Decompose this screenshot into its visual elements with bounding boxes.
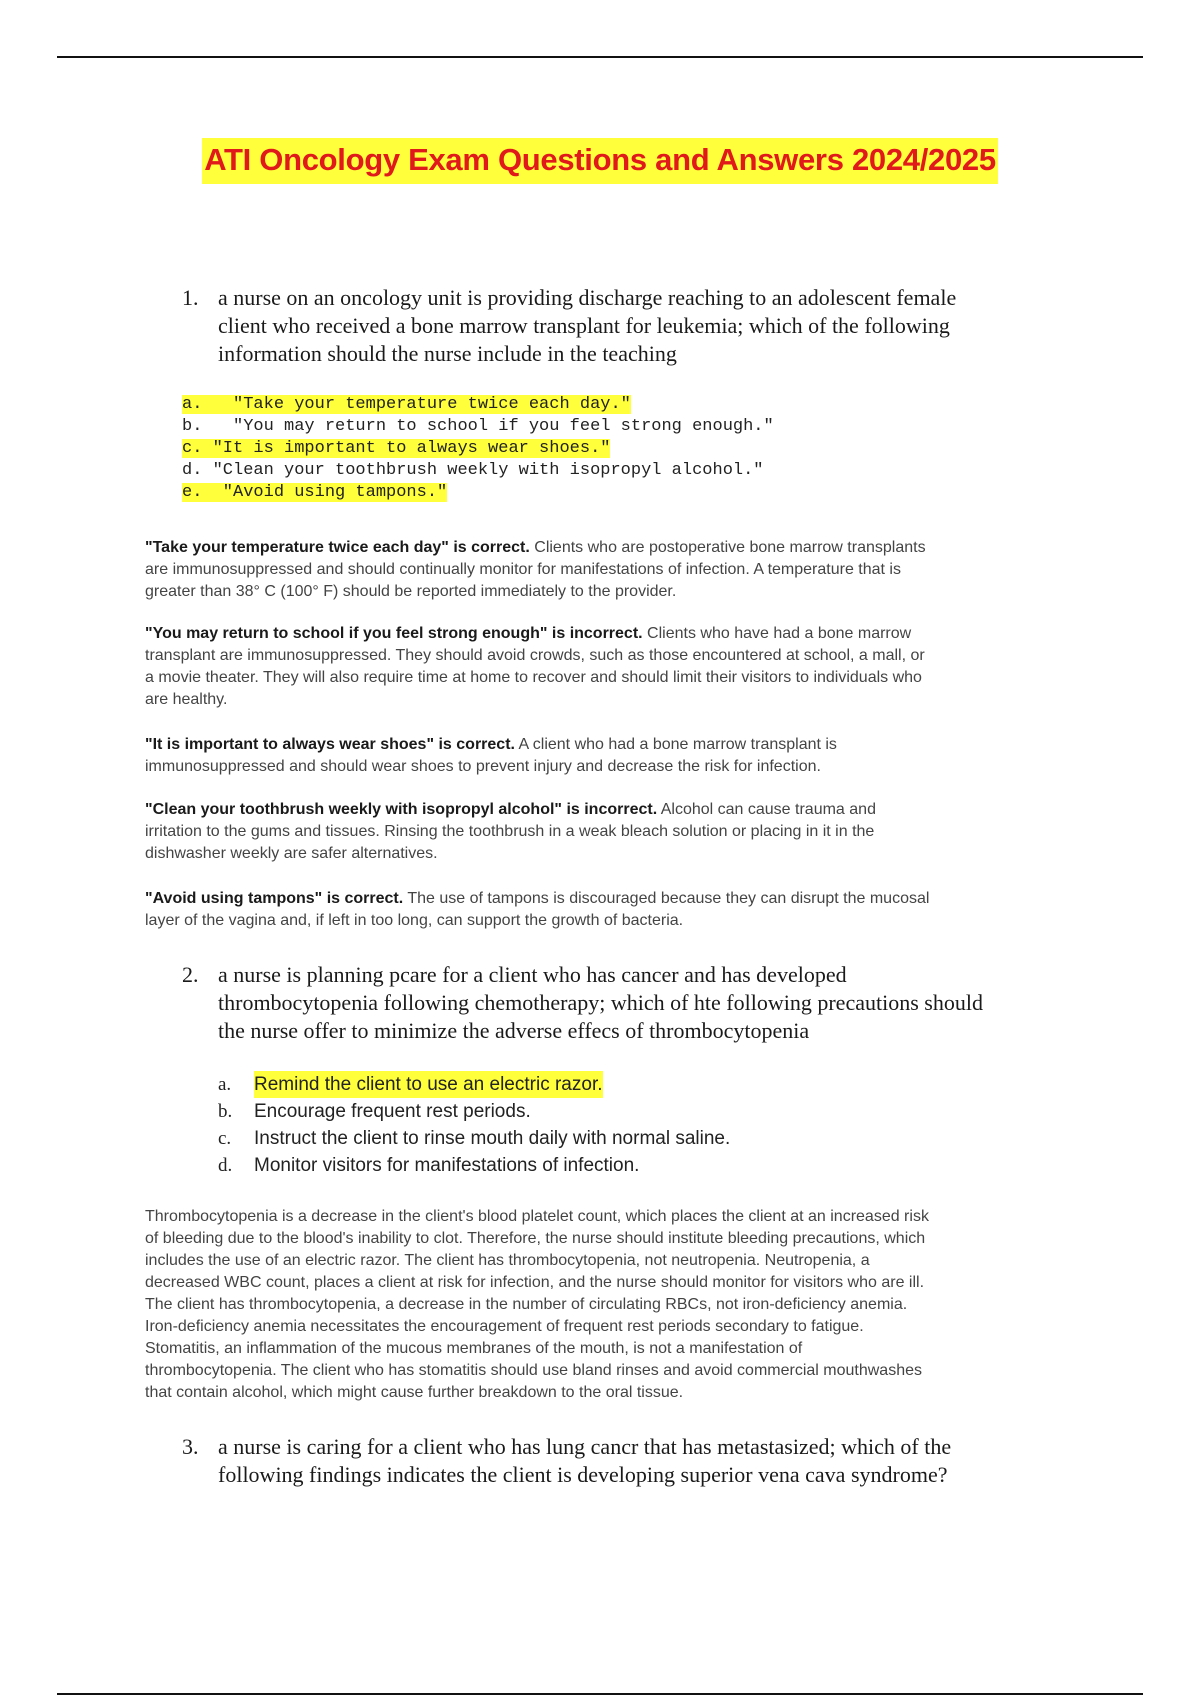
explanation-text: The use of tampons is discouraged because they can disrupt the mucosal bbox=[403, 890, 930, 907]
option-letter: d. bbox=[218, 1155, 233, 1176]
explanation-text: that contain alcohol, which might cause further breakdown to the oral tissue. bbox=[145, 1384, 684, 1401]
question-line: the nurse offer to minimize the adverse effecs of thrombocytopenia bbox=[218, 1018, 810, 1043]
question-line: a nurse on an oncology unit is providing discharge reaching to an adolescent female bbox=[218, 285, 957, 310]
option-letter: b. bbox=[218, 1101, 233, 1122]
answer-option-d: d. "Clean your toothbrush weekly with isopropyl alcohol." bbox=[182, 461, 764, 480]
explanation-text: dishwasher weekly are safer alternatives. bbox=[145, 845, 438, 862]
option-text: Instruct the client to rinse mouth daily with normal saline. bbox=[254, 1128, 731, 1149]
explanation-text: are immunosuppressed and should continually monitor for manifestations of infection. A temperature that is bbox=[145, 561, 901, 578]
option-letter: a. bbox=[218, 1074, 232, 1095]
explanation-1d bbox=[145, 799, 1085, 865]
explanation-text: A client who had a bone marrow transplant is bbox=[514, 736, 837, 753]
explanation-1b bbox=[145, 623, 1085, 711]
explanation-verdict: "Clean your toothbrush weekly with isopropyl alcohol" is incorrect. bbox=[145, 801, 658, 818]
explanation-text: are healthy. bbox=[145, 691, 228, 708]
question-text bbox=[218, 1433, 951, 1489]
explanation-verdict: "It is important to always wear shoes" is correct. bbox=[145, 736, 515, 753]
answer-option-a: a. "Take your temperature twice each day." bbox=[182, 395, 631, 414]
answer-option-e: e. "Avoid using tampons." bbox=[182, 483, 448, 502]
explanation-text: decreased WBC count, places a client at risk for infection, and the nurse should monitor for visitors who are ill. bbox=[145, 1274, 925, 1291]
question-line: client who received a bone marrow transplant for leukemia; which of the following bbox=[218, 313, 950, 338]
explanation-text: Alcohol can cause trauma and bbox=[657, 801, 876, 818]
answer-option-c: c. "It is important to always wear shoes." bbox=[182, 439, 611, 458]
question-line: a nurse is caring for a client who has lung cancr that has metastasized; which of the bbox=[218, 1434, 952, 1459]
document-title: ATI Oncology Exam Questions and Answers 2024/2025 bbox=[202, 138, 998, 184]
explanation-text: transplant are immunosuppressed. They should avoid crowds, such as those encountered at school, a mall, or bbox=[145, 647, 925, 664]
explanation-1e bbox=[145, 888, 1085, 932]
question-number: 3. bbox=[182, 1434, 199, 1459]
explanation-text: includes the use of an electric razor. The client has thrombocytopenia, not neutropenia. Neutropenia, a bbox=[145, 1252, 870, 1269]
explanation-text: immunosuppressed and should wear shoes to prevent injury and decrease the risk for infection. bbox=[145, 758, 821, 775]
title-container bbox=[0, 138, 1200, 184]
explanation-1c bbox=[145, 734, 1085, 778]
explanation-1a bbox=[145, 537, 1085, 603]
explanation-verdict: "You may return to school if you feel strong enough" is incorrect. bbox=[145, 625, 643, 642]
explanation-text: thrombocytopenia. The client who has stomatitis should use bland rinses and avoid commercial mouthwashes bbox=[145, 1362, 922, 1379]
question-line: information should the nurse include in the teaching bbox=[218, 341, 677, 366]
option-text: Encourage frequent rest periods. bbox=[254, 1101, 531, 1122]
question-line: thrombocytopenia following chemotherapy; which of hte following precautions should bbox=[218, 990, 983, 1015]
answer-options-q1 bbox=[182, 394, 774, 504]
explanation-text: The client has thrombocytopenia, a decrease in the number of circulating RBCs, not iron-deficiency anemia. bbox=[145, 1296, 908, 1313]
answer-option-b: b. "You may return to school if you feel strong enough." bbox=[182, 417, 774, 436]
explanation-text: irritation to the gums and tissues. Rinsing the toothbrush in a weak bleach solution or placing in it in the bbox=[145, 823, 875, 840]
explanation-text: a movie theater. They will also require time at home to recover and should limit their visitors to individuals who bbox=[145, 669, 922, 686]
question-line: a nurse is planning pcare for a client who has cancer and has developed bbox=[218, 962, 847, 987]
question-number: 2. bbox=[182, 962, 199, 987]
explanation-verdict: "Take your temperature twice each day" is correct. bbox=[145, 539, 530, 556]
explanation-verdict: "Avoid using tampons" is correct. bbox=[145, 890, 404, 907]
explanation-text: Stomatitis, an inflammation of the mucous membranes of the mouth, is not a manifestation of bbox=[145, 1340, 803, 1357]
option-text: Remind the client to use an electric razor. bbox=[254, 1071, 603, 1098]
question-text bbox=[218, 961, 983, 1045]
question-text bbox=[218, 284, 956, 368]
option-text: Monitor visitors for manifestations of infection. bbox=[254, 1155, 640, 1176]
explanation-text: of bleeding due to the blood's inability to clot. Therefore, the nurse should institute bleeding precautions, which bbox=[145, 1230, 926, 1247]
question-number: 1. bbox=[182, 285, 199, 310]
top-rule bbox=[57, 56, 1143, 58]
explanation-text: Clients who are postoperative bone marrow transplants bbox=[529, 539, 926, 556]
question-line: following findings indicates the client is developing superior vena cava syndrome? bbox=[218, 1462, 948, 1487]
explanation-text: greater than 38° C (100° F) should be reported immediately to the provider. bbox=[145, 583, 677, 600]
explanation-text: Thrombocytopenia is a decrease in the client's blood platelet count, which places the client at an increased risk bbox=[145, 1208, 929, 1225]
explanation-text: layer of the vagina and, if left in too long, can support the growth of bacteria. bbox=[145, 912, 684, 929]
explanation-2 bbox=[145, 1206, 1085, 1404]
explanation-text: Clients who have had a bone marrow bbox=[642, 625, 912, 642]
explanation-text: Iron-deficiency anemia necessitates the encouragement of frequent rest periods secondary to fatigue. bbox=[145, 1318, 864, 1335]
option-letter: c. bbox=[218, 1128, 232, 1149]
bottom-rule bbox=[57, 1693, 1143, 1695]
